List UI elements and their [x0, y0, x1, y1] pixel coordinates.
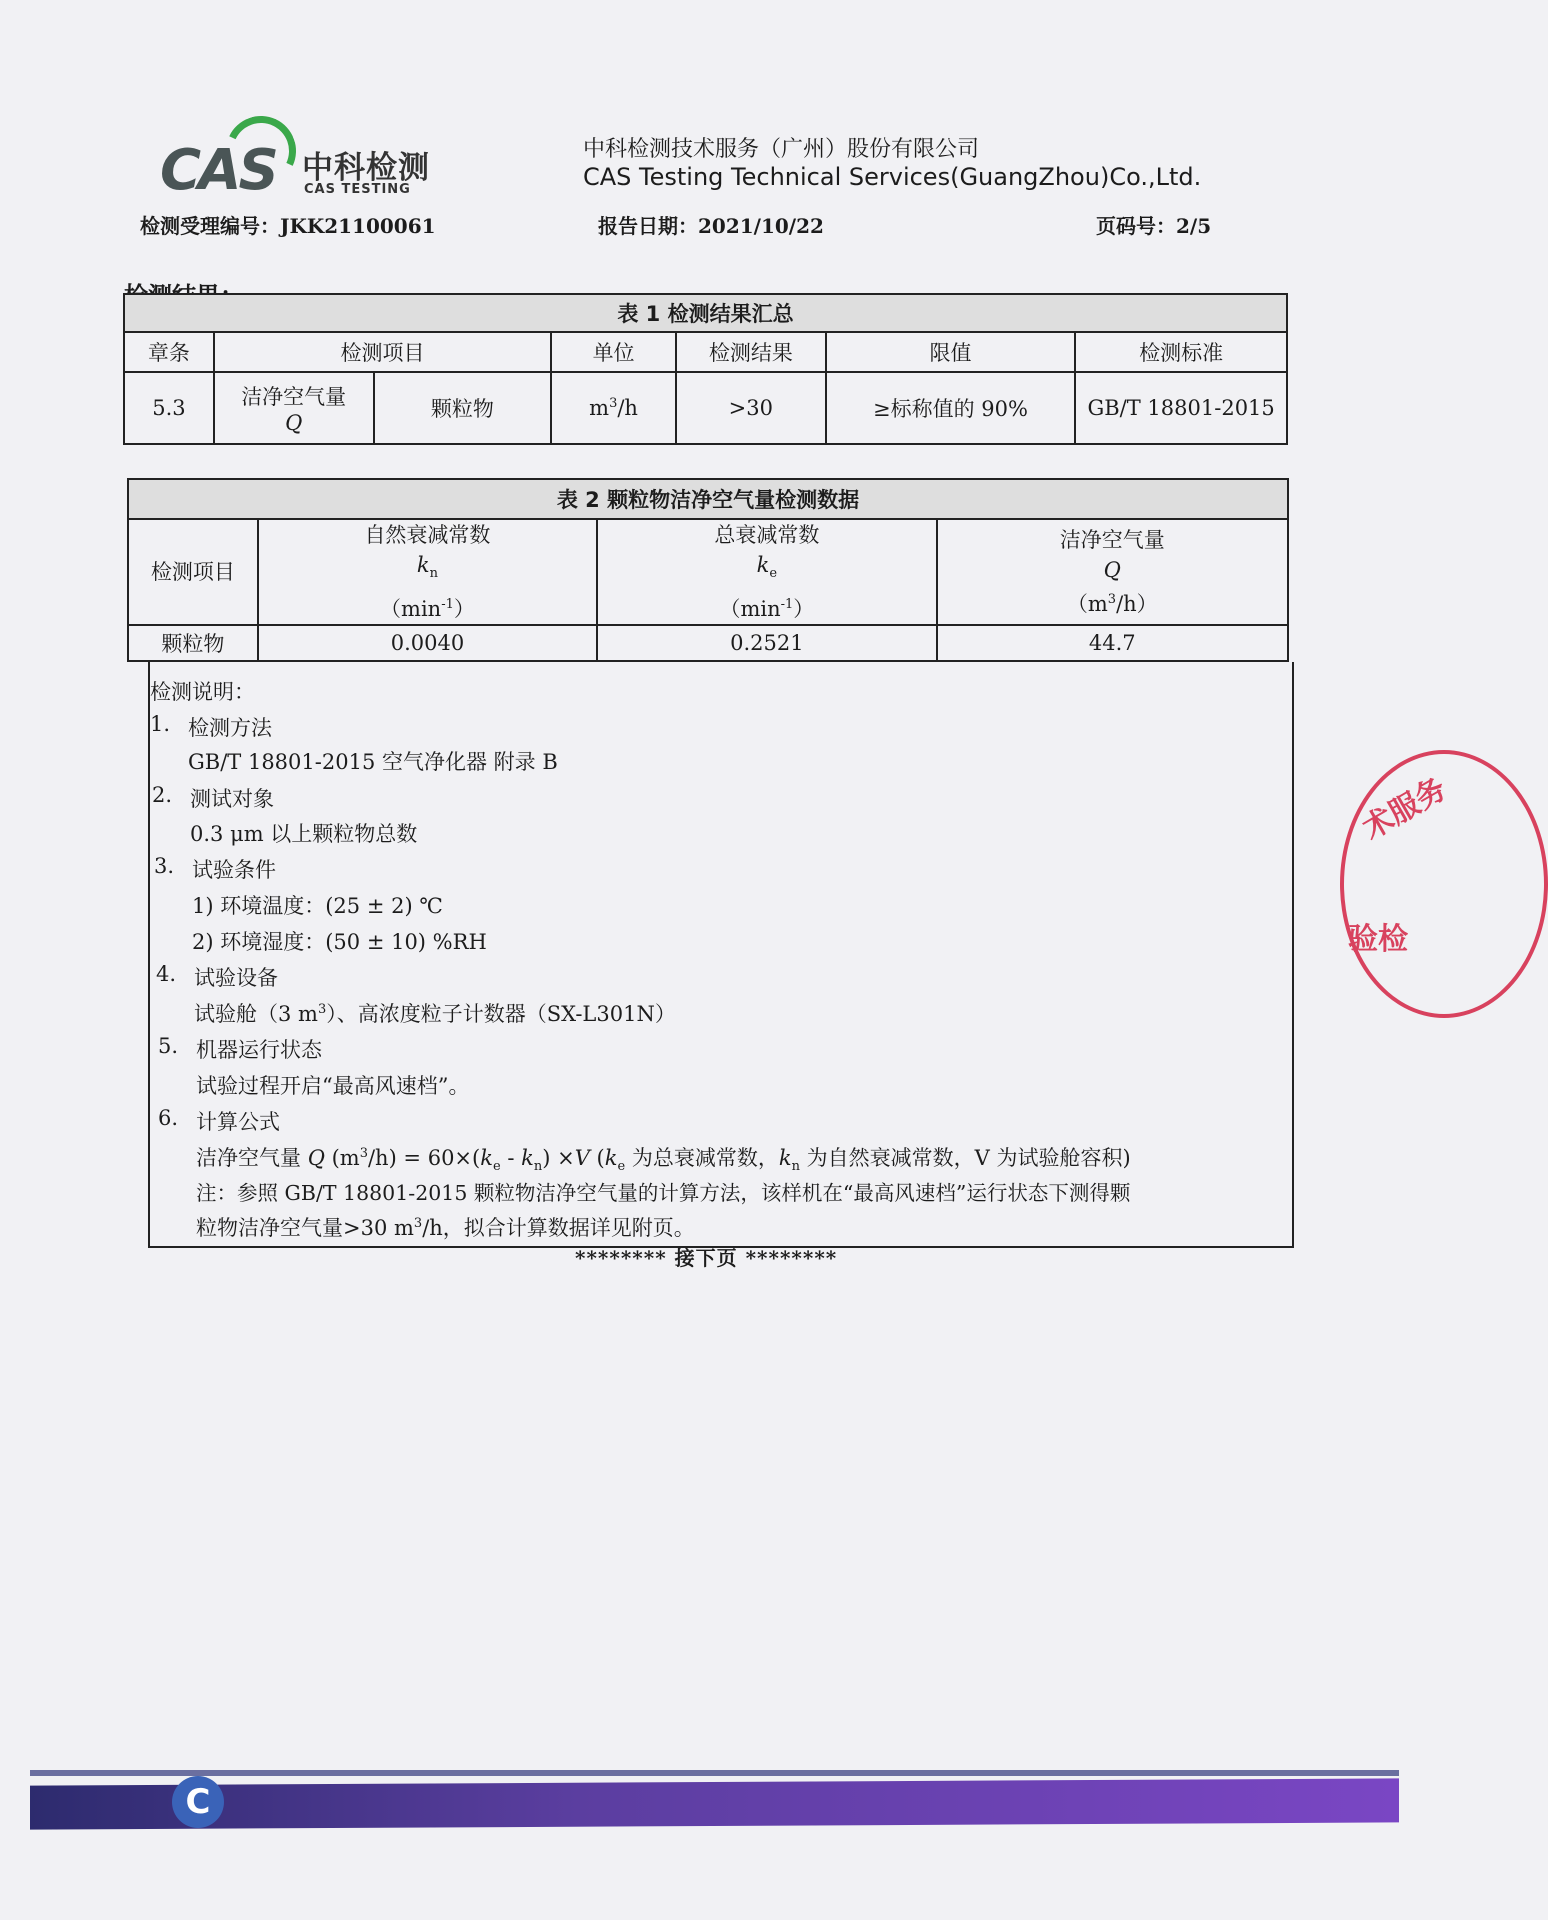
- note-heading: 检测方法: [188, 716, 272, 740]
- accept-number: 检测受理编号：JKK21100061: [140, 214, 436, 238]
- table1-header-unit: 单位: [551, 332, 676, 372]
- table1-header-clause: 章条: [124, 332, 214, 372]
- seal-stamp: [1340, 750, 1548, 1018]
- table-row: [124, 372, 1287, 444]
- note-body: 试验舱（3 $m^3$）、高浓度粒子计数器（SX-L301N）: [194, 1002, 676, 1026]
- note-number: 4.: [156, 962, 177, 986]
- page-number: 页码号：2/5: [1096, 214, 1212, 238]
- note-heading: 试验条件: [192, 858, 276, 882]
- note-body: 0.3 μm 以上颗粒物总数: [190, 822, 418, 846]
- logo-mark-text: CAS: [160, 138, 276, 203]
- standard-cell: GB/T 18801-2015: [1075, 372, 1287, 444]
- seal-text-mid: 验检: [1348, 922, 1408, 957]
- ke-value: 0.2521: [597, 625, 936, 661]
- note-number: 6.: [158, 1106, 179, 1130]
- note-number: 5.: [158, 1034, 179, 1058]
- note-heading: 计算公式: [196, 1110, 280, 1134]
- company-name-en: CAS Testing Technical Services(GuangZhou)Co.,Ltd.: [583, 163, 1202, 191]
- logo-en-text: CAS TESTING: [304, 182, 411, 197]
- cas-logo: [160, 112, 430, 202]
- note-heading: 机器运行状态: [196, 1038, 322, 1062]
- footer-logo-icon: C: [172, 1776, 224, 1828]
- logo-cn-text: 中科检测: [302, 150, 430, 186]
- item-cell: 颗粒物: [128, 625, 258, 661]
- table2-header-ke: 总衰减常数 $k_e$ $(\min^{-1})$: [597, 519, 936, 625]
- item-name: 洁净空气量: [241, 385, 347, 409]
- clause-cell: 5.3: [124, 372, 214, 444]
- table1-caption: 表 1 检测结果汇总: [124, 294, 1287, 332]
- kn-value: 0.0040: [258, 625, 597, 661]
- table1-header-item: 检测项目: [214, 332, 551, 372]
- formula: 洁净空气量 Q $(m^3/h) = 60\times(k_e - k_n) \times V$ ($k_e$ 为总衰减常数，$k_n$ 为自然衰减常数，V 为试验舱容积): [196, 1146, 1131, 1175]
- table-row: [128, 625, 1288, 661]
- table1-header-result: 检测结果: [676, 332, 826, 372]
- table2-caption: 表 2 颗粒物洁净空气量检测数据: [128, 479, 1288, 519]
- note-number: 1.: [150, 712, 171, 736]
- note-heading: 测试对象: [190, 787, 274, 811]
- note-number: 3.: [154, 854, 175, 878]
- note-body: GB/T 18801-2015 空气净化器 附录 B: [188, 750, 558, 774]
- q-value: 44.7: [937, 625, 1288, 661]
- table1-header-limit: 限值: [826, 332, 1076, 372]
- note-heading: 试验设备: [194, 966, 278, 990]
- seal-text-top: 术服务: [1357, 771, 1453, 847]
- continue-marker: ******** 接下页 ********: [575, 1246, 838, 1270]
- particle-cadr-table: [127, 478, 1289, 662]
- footer-line: [30, 1770, 1399, 1776]
- test-notes: [148, 662, 1294, 1248]
- footer-band: [30, 1778, 1399, 1829]
- note-body: 2) 环境湿度：(50 ± 10) %RH: [192, 930, 487, 954]
- table1-header-standard: 检测标准: [1075, 332, 1287, 372]
- limit-cell: ≥标称值的 90%: [826, 372, 1076, 444]
- table2-header-q: 洁净空气量 Q $(m^3/h)$: [937, 519, 1288, 625]
- unit-cell: $m^3/h$: [551, 372, 676, 444]
- item-symbol: Q: [285, 411, 303, 435]
- formula-note-cont: 粒物洁净空气量>30 $m^3/h$，拟合计算数据详见附页。: [196, 1216, 695, 1240]
- company-name-cn: 中科检测技术服务（广州）股份有限公司: [583, 137, 980, 162]
- notes-title: 检测说明：: [150, 680, 255, 704]
- formula-note: 注：参照 GB/T 18801-2015 颗粒物洁净空气量的计算方法，该样机在“最高风速档”运行状态下测得颗: [196, 1181, 1131, 1205]
- note-body: 试验过程开启“最高风速档”。: [196, 1074, 470, 1098]
- item-sub-cell: 颗粒物: [374, 372, 552, 444]
- note-number: 2.: [152, 783, 173, 807]
- item-cell: [214, 372, 374, 444]
- note-body: 1) 环境温度：(25 ± 2) ℃: [192, 894, 443, 918]
- result-cell: >30: [676, 372, 826, 444]
- table2-header-kn: 自然衰减常数 $k_n$ $(\min^{-1})$: [258, 519, 597, 625]
- report-date: 报告日期：2021/10/22: [598, 214, 824, 238]
- table2-header-item: 检测项目: [128, 519, 258, 625]
- results-summary-table: [123, 293, 1288, 445]
